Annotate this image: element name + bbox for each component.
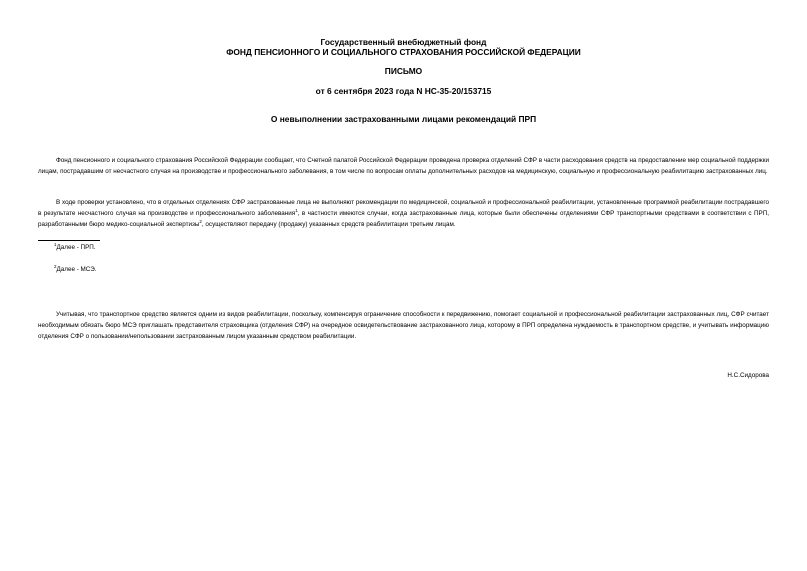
footnote-1-text: Далее - ПРП. [56,244,96,251]
paragraph-2-part-2: , в частности имеются случаи, когда застрахованные лица, которые были обеспечены отделениями СФР транспортными средствами в соответствии с ПРП, разработанными бюро медико-социальной экспертизы [38,210,769,228]
document-subject: О невыполнении застрахованными лицами рекомендаций ПРП [270,114,537,124]
footnote-2-text: Далее - МСЭ. [56,266,97,273]
footnote-2-mark: 2 [54,263,57,269]
signature: Н.С.Сидорова [727,372,769,379]
paragraph-3: Учитывая, что транспортное средство является одним из видов реабилитации, поскольку, компенсируя ограничение способности к передвижению, помогает социальной и профессиональной реабилитации застрахованных лиц, СФР считает необходимым обязать бюро МСЭ приглашать представителя страховщика (отделения СФР) на очередное освидетельствование застрахованного лица, которому в ПРП определена нуждаемость в транспортном средстве, и учитывать информацию отделения СФР о пользовании/непользовании застрахованным лицом указанным средством реабилитации. [38,311,769,340]
paragraph-2-part-3: , осуществляют передачу (продажу) указанных средств реабилитации третьим лицам. [201,221,456,228]
footnote-ref-2[interactable]: 2 [199,218,202,224]
footnote-separator [38,240,100,241]
footnote-1-mark: 1 [54,241,57,247]
footnote-2 [54,263,97,274]
paragraph-1: Фонд пенсионного и социального страхования Российской Федерации сообщает, что Счетной палатой Российской Федерации проведена проверка отделений СФР в части расходования средств на предоставление мер социальной поддержки лицам, пострадавшим от несчастного случая на производстве и профессионального заболевания, в том числе по вопросам оплаты дополнительных расходов на медицинскую, социальную и профессиональную реабилитацию застрахованных лиц. [38,157,769,175]
document-type: ПИСЬМО [384,66,423,76]
footnote-1 [54,241,96,252]
footnote-ref-1[interactable]: 1 [295,207,298,213]
paragraph-2 [38,197,769,230]
document-date-number: от 6 сентября 2023 года N НС-35-20/153715 [315,86,492,96]
issuer-line-2: ФОНД ПЕНСИОННОГО И СОЦИАЛЬНОГО СТРАХОВАНИЯ РОССИЙСКОЙ ФЕДЕРАЦИИ [226,47,581,57]
issuer-line-1: Государственный внебюджетный фонд [320,37,487,47]
paragraph-2-part-1: В ходе проверки установлено, что в отдельных отделениях СФР застрахованные лица не выполняют рекомендации по медицинской, социальной и профессиональной реабилитации, установленные программой реабилитации пострадавшего в результате несчастного случая на производстве и профессионального заболевания [38,199,769,217]
